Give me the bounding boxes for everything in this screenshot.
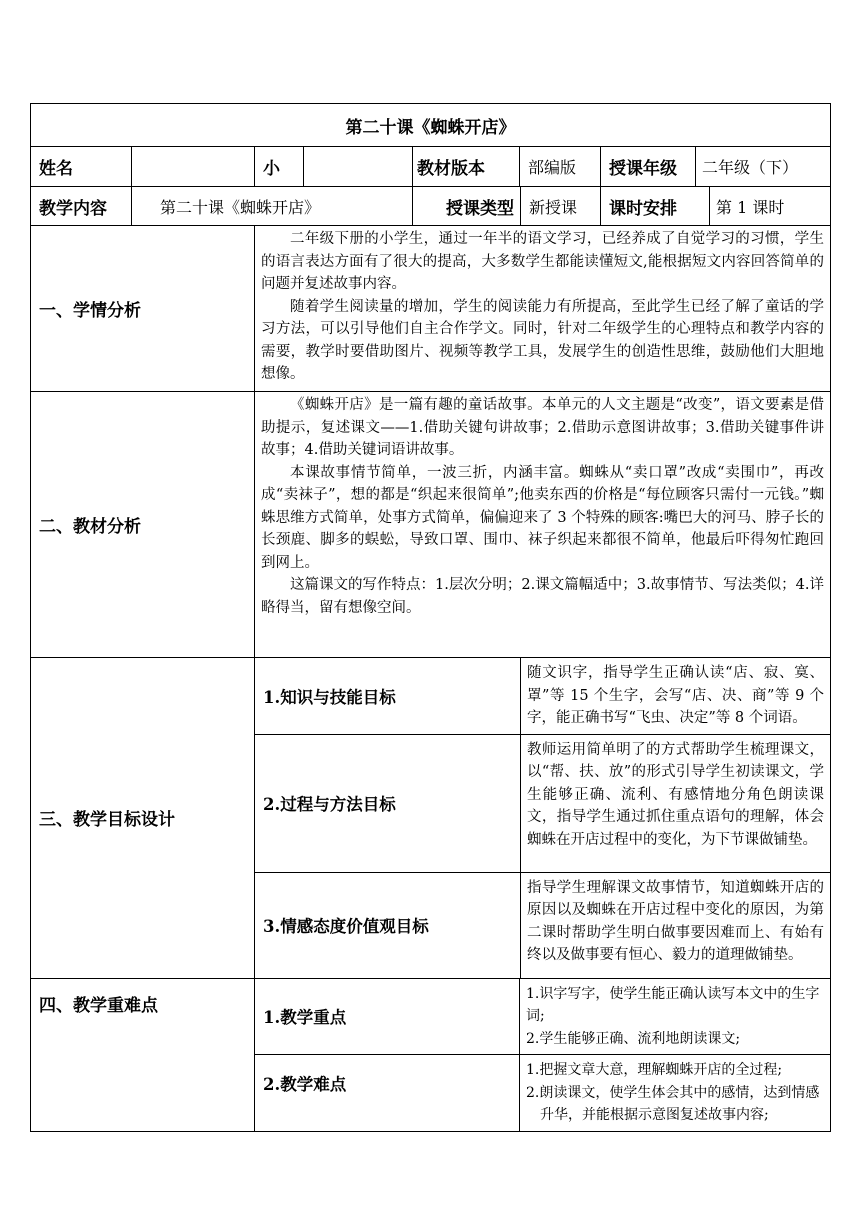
school-value — [304, 147, 413, 187]
key-point-list — [520, 978, 831, 1055]
goal-title: 3.情感态度价值观目标 — [255, 872, 521, 978]
paragraph: 随着学生阅读量的增加，学生的阅读能力有所提高，至此学生已经了解了童话的学习方法，可以引导他们自主合作学文。同时，针对二年级学生的心理特点和教学内容的需要，教学时要借助图片、视频等教学工具，发展学生的创造性思维，鼓励他们大胆地想像。 — [261, 298, 824, 382]
list-item: 2.朗读课文，使学生体会其中的感情，达到情感升华，并能根据示意图复述故事内容; — [526, 1084, 820, 1123]
page-title: 第二十课《蜘蛛开店》 — [31, 104, 831, 147]
textbook-value: 部编版 — [520, 147, 601, 187]
textbook-label: 教材版本 — [413, 147, 520, 187]
goal-text: 指导学生理解课文故事情节，知道蜘蛛开店的原因以及蜘蛛在开店过程中变化的原因，为第二课时帮助学生明白做事要因难而上、有始有终以及做事要有恒心、毅力的道理做铺垫。 — [521, 872, 831, 978]
lesson-plan — [30, 103, 830, 1132]
section-material-analysis-text — [255, 392, 831, 658]
name-label: 姓名 — [31, 147, 132, 187]
section-learning-analysis-label: 一、学情分析 — [31, 226, 255, 392]
content-label: 教学内容 — [31, 187, 132, 226]
paragraph: 这篇课文的写作特点：1.层次分明；2.课文篇幅适中；3.故事情节、写法类似；4.详略得当，留有想像空间。 — [261, 577, 824, 616]
section-material-analysis-label: 二、教材分析 — [31, 392, 255, 658]
goal-title: 1.知识与技能目标 — [255, 658, 521, 735]
name-value — [132, 147, 255, 187]
school-label: 小 — [255, 147, 304, 187]
list-item: 1.把握文章大意，理解蜘蛛开店的全过程; — [526, 1062, 783, 1078]
grade-label: 授课年级 — [601, 147, 696, 187]
section-learning-analysis-text — [255, 226, 831, 392]
section-goals-label: 三、教学目标设计 — [31, 658, 255, 979]
difficult-point-title: 2.教学难点 — [255, 1055, 520, 1132]
type-value: 新授课 — [521, 187, 601, 226]
lesson-plan-table — [30, 103, 831, 1132]
grade-value: 二年级（下） — [696, 147, 831, 187]
goal-text: 教师运用简单明了的方式帮助学生梳理课文，以“帮、扶、放”的形式引导学生初读课文，学生能够正确、流利、有感情地分角色朗读课文，指导学生通过抓住重点语句的理解，体会蜘蛛在开店过程中的变化，为下节课做铺垫。 — [521, 734, 831, 872]
content-value: 第二十课《蜘蛛开店》 — [132, 187, 413, 226]
list-item: 1.识字写字，使学生能正确认读写本文中的生字词; — [526, 985, 820, 1024]
paragraph: 《蜘蛛开店》是一篇有趣的童话故事。本单元的人文主题是“改变”，语文要素是借助提示，复述课文——1.借助关键句讲故事；2.借助示意图讲故事；3.借助关键事件讲故事；4.借助关键词语讲故事。 — [261, 397, 824, 458]
paragraph: 二年级下册的小学生，通过一年半的语文学习，已经养成了自觉学习的习惯，学生的语言表达方面有了很大的提高，大多数学生都能读懂短文,能根据短文内容回答简单的问题并复述故事内容。 — [261, 231, 824, 292]
goal-text: 随文识字，指导学生正确认读“店、寂、寞、罩”等 15 个生字，会写“店、决、商”等 9 个字，能正确书写“飞虫、决定”等 8 个词语。 — [521, 658, 831, 735]
difficult-point-list — [520, 1055, 831, 1132]
type-label: 授课类型 — [413, 187, 521, 226]
hours-value: 第 1 课时 — [710, 187, 831, 226]
section-key-difficult-label: 四、教学重难点 — [31, 978, 255, 1132]
hours-label: 课时安排 — [601, 187, 710, 226]
paragraph: 本课故事情节简单，一波三折，内涵丰富。蜘蛛从“卖口罩”改成“卖围巾”，再改成“卖袜子”，想的都是“织起来很简单”;他卖东西的价格是“每位顾客只需付一元钱。”蜘蛛思维方式简单，处事方式简单，偏偏迎来了 3 个特殊的顾客:嘴巴大的河马、脖子长的长颈鹿、脚多的蜈蚣，导致口罩、围巾、袜子织起来都很不简单，他最后吓得匆忙跑回到网上。 — [261, 464, 824, 571]
goal-title: 2.过程与方法目标 — [255, 734, 521, 872]
key-point-title: 1.教学重点 — [255, 978, 520, 1055]
list-item: 2.学生能够正确、流利地朗读课文; — [526, 1030, 741, 1047]
